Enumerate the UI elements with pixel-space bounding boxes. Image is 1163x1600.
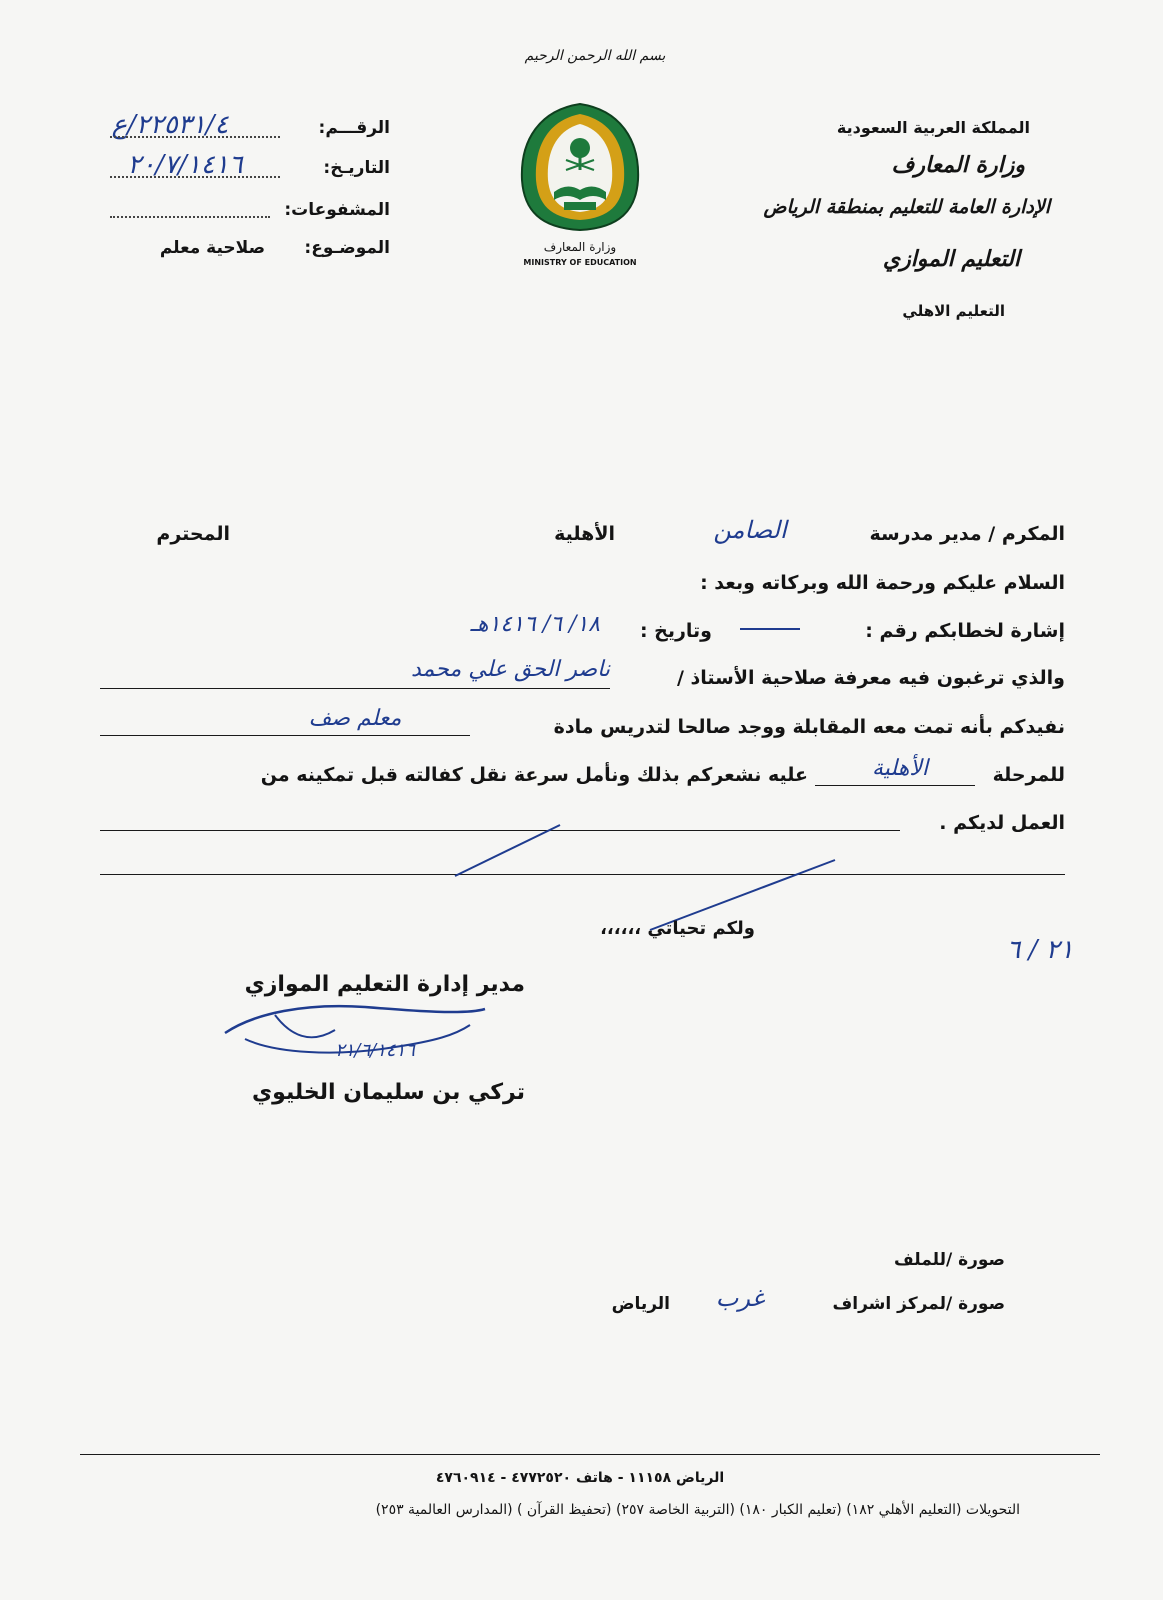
parallel-education-name: التعليم الموازي xyxy=(882,246,1020,272)
logo-arabic-caption: وزارة المعارف xyxy=(543,240,617,254)
respected: المحترم xyxy=(156,523,230,545)
subject-taught: معلم صف xyxy=(308,706,402,731)
addressee-label: المكرم / مدير مدرسة xyxy=(869,523,1065,545)
stage-value: الأهلية xyxy=(872,756,928,781)
logo-english-caption: MINISTRY OF EDUCATION xyxy=(523,258,637,267)
stage-rest: عليه نشعركم بذلك ونأمل سرعة نقل كفالته قبل تمكينه من xyxy=(260,764,808,786)
copy-file: صورة /للملف xyxy=(894,1250,1005,1270)
greeting: السلام عليكم ورحمة الله وبركاته وبعد : xyxy=(700,572,1065,594)
attachments-label: المشفوعات: xyxy=(284,200,390,220)
directorate-name: الإدارة العامة للتعليم بمنطقة الرياض xyxy=(763,196,1050,218)
closing-line: العمل لديكم . xyxy=(939,812,1065,834)
handwritten-signature xyxy=(215,995,495,1080)
reference-number-label: الرقـــم: xyxy=(318,118,390,138)
copy-center-hand: غرب xyxy=(715,1284,765,1312)
reference-date-value: ٢٠/٧/١٤١٦ xyxy=(127,150,243,180)
subject-value: صلاحية معلم xyxy=(159,238,265,258)
stage-label: للمرحلة xyxy=(992,764,1065,786)
ref-date-label: وتاريخ : xyxy=(639,620,712,642)
kingdom-name: المملكة العربية السعودية xyxy=(836,118,1030,137)
reference-number-value: ٢٢٥٣١/٤/ع xyxy=(111,110,229,140)
footer-address: الرياض ١١١٥٨ - هاتف ٤٧٧٢٥٢٠ - ٤٧٦٠٩١٤ xyxy=(435,1470,725,1486)
school-type: الأهلية xyxy=(554,523,615,545)
result-intro: نفيدكم بأنه تمت معه المقابلة ووجد صالحا لتدريس مادة xyxy=(553,716,1065,738)
footer-extensions: التحويلات (التعليم الأهلي ١٨٢) (تعليم الكبار ١٨٠) (التربية الخاصة ٢٥٧) (تحفيظ القرآن ) (المدارس العالمية ٢٥٣) xyxy=(375,1502,1020,1518)
teacher-intro: والذي ترغبون فيه معرفة صلاحية الأستاذ / xyxy=(676,667,1065,689)
copy-center-city: الرياض xyxy=(611,1294,670,1314)
school-name: الصامن xyxy=(713,516,787,544)
reference-date-label: التاريـخ: xyxy=(323,158,390,178)
copy-center-label: صورة /لمركز اشراف xyxy=(832,1294,1005,1314)
basmala: بسم الله الرحمن الرحيم xyxy=(524,48,666,64)
ministry-name: وزارة المعارف xyxy=(891,152,1025,178)
signatory-title: مدير إدارة التعليم الموازي xyxy=(244,972,525,997)
signature-date: ٢١/٦/١٤١٦ xyxy=(335,1040,415,1061)
footer-rule xyxy=(80,1454,1100,1455)
teacher-name: ناصر الحق علي محمد xyxy=(411,657,610,682)
subject-label: الموضـوع: xyxy=(304,238,390,258)
signatory-name: تركي بن سليمان الخليوي xyxy=(252,1080,525,1105)
private-education-name: التعليم الاهلي xyxy=(902,302,1005,320)
side-note: ٢١ / ٦ xyxy=(1006,935,1074,965)
ref-date-value: ١٨/ ٦/ ١٤١٦هـ xyxy=(470,612,600,637)
regards: ولكم تحياتي ،،،،،، xyxy=(600,918,755,939)
ref-letter-label: إشارة لخطابكم رقم : xyxy=(865,620,1065,642)
